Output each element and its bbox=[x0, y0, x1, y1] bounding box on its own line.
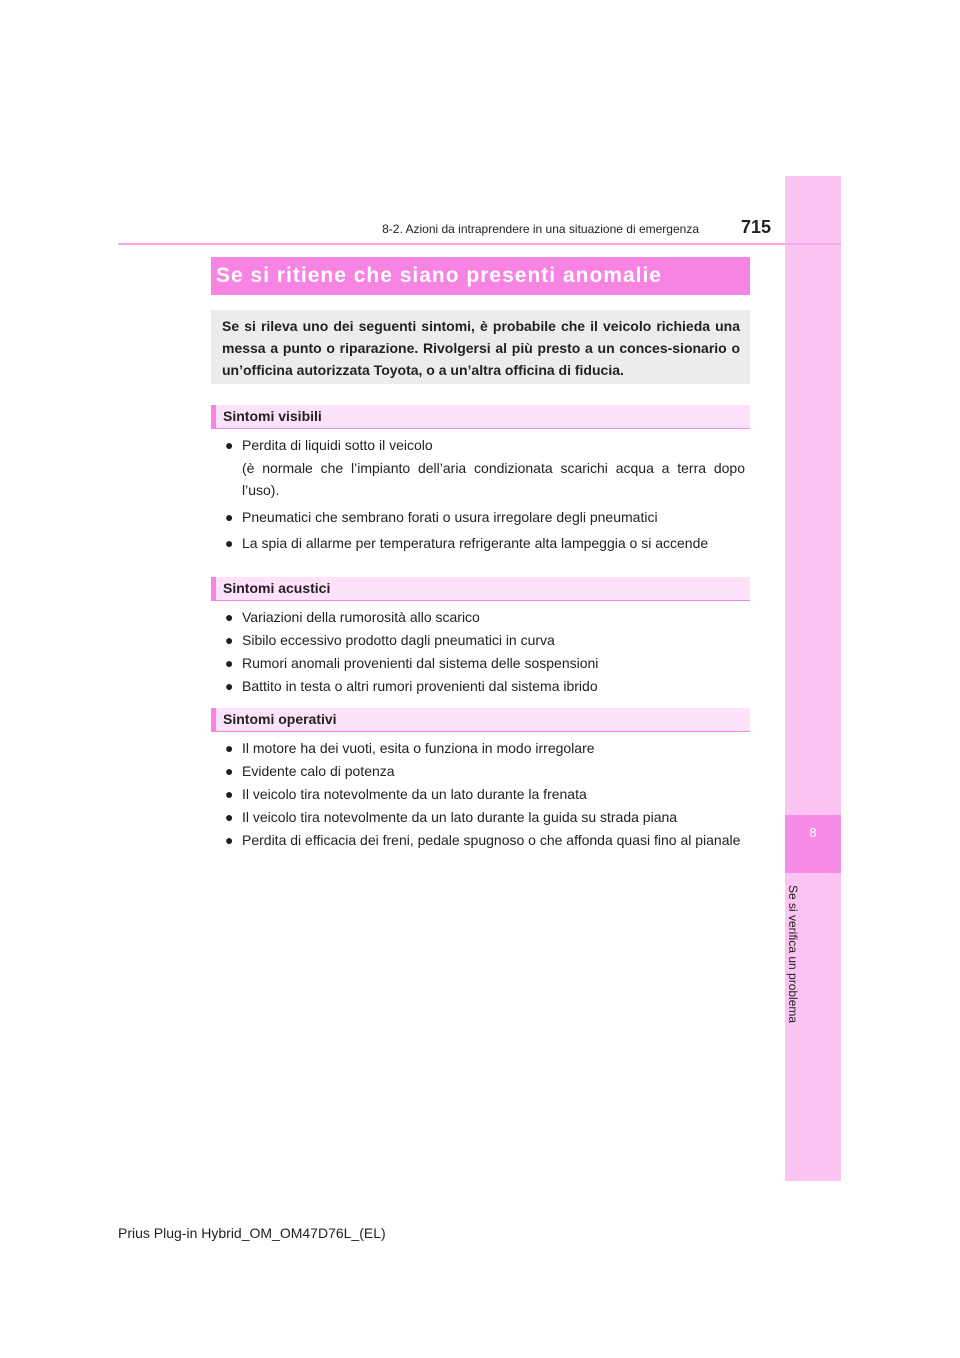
symptom-list-operational bbox=[225, 737, 745, 852]
page-number: 715 bbox=[741, 217, 772, 237]
header-section-title: 8-2. Azioni da intraprendere in una situazione di emergenza bbox=[382, 222, 699, 236]
bullet-icon: ● bbox=[225, 609, 234, 625]
list-item: ● Rumori anomali provenienti dal sistema delle sospensioni bbox=[225, 652, 745, 675]
section-heading-acoustic: Sintomi acustici bbox=[211, 577, 750, 601]
bullet-icon: ● bbox=[225, 763, 234, 779]
list-item: ● Sibilo eccessivo prodotto dagli pneumatici in curva bbox=[225, 629, 745, 652]
bullet-icon: ● bbox=[225, 632, 234, 648]
chapter-number: 8 bbox=[809, 825, 817, 840]
list-item: ● Battito in testa o altri rumori provenienti dal sistema ibrido bbox=[225, 675, 745, 698]
bullet-icon: ● bbox=[225, 832, 234, 848]
bullet-icon: ● bbox=[225, 809, 234, 825]
list-item: ● Pneumatici che sembrano forati o usura irregolare degli pneumatici bbox=[225, 506, 745, 529]
list-item: ● Evidente calo di potenza bbox=[225, 760, 745, 783]
list-item-continuation: (è normale che l’impianto dell’aria condizionata scarichi acqua a terra dopo l’uso). bbox=[242, 459, 745, 498]
intro-box: Se si rileva uno dei seguenti sintomi, è probabile che il veicolo richieda una messa a punto o riparazione. Rivolgersi al più presto a un conces-sionario o un’officina autorizzata Toyota, o a un’altra officina di fiducia. bbox=[211, 310, 750, 384]
chapter-title: Se si verifica un problema bbox=[786, 885, 800, 1024]
chapter-active-marker bbox=[785, 815, 841, 873]
list-item: ● Perdita di efficacia dei freni, pedale spugnoso o che affonda quasi fino al pianale bbox=[225, 829, 745, 852]
bullet-icon: ● bbox=[225, 535, 234, 551]
bullet-icon: ● bbox=[225, 508, 234, 525]
list-item: ● Il veicolo tira notevolmente da un lato durante la guida su strada piana bbox=[225, 806, 745, 829]
footer-document-id: Prius Plug-in Hybrid_OM_OM47D76L_(EL) bbox=[118, 1225, 386, 1241]
section-heading-visual: Sintomi visibili bbox=[211, 405, 750, 429]
list-item: ● Il motore ha dei vuoti, esita o funziona in modo irregolare bbox=[225, 737, 745, 760]
list-item: ● Variazioni della rumorosità allo scarico bbox=[225, 606, 745, 629]
bullet-icon: ● bbox=[225, 655, 234, 671]
symptom-list-acoustic bbox=[225, 606, 745, 698]
section-heading-operational: Sintomi operativi bbox=[211, 708, 750, 732]
list-item: ● Il veicolo tira notevolmente da un lato durante la frenata bbox=[225, 783, 745, 806]
bullet-icon: ● bbox=[225, 786, 234, 802]
header-divider bbox=[118, 243, 841, 245]
page-title: Se si ritiene che siano presenti anomalie bbox=[211, 257, 750, 295]
bullet-icon: ● bbox=[225, 740, 234, 756]
bullet-icon: ● bbox=[225, 437, 234, 453]
symptom-list-visual bbox=[225, 434, 745, 555]
list-item: ● La spia di allarme per temperatura refrigerante alta lampeggia o si accende bbox=[225, 532, 745, 555]
list-item: ● Perdita di liquidi sotto il veicolo bbox=[225, 434, 745, 457]
chapter-side-tab bbox=[785, 176, 841, 1181]
bullet-icon: ● bbox=[225, 678, 234, 694]
